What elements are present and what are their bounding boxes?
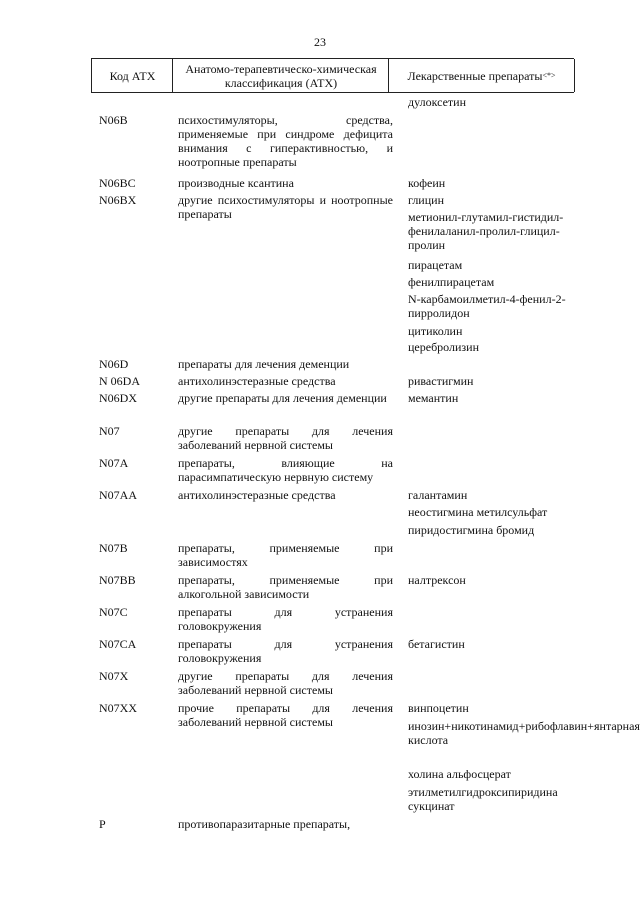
drug-name: инозин+никотинамид+рибофлавин+янтарная кислота: [408, 719, 640, 747]
header-drugs-label: Лекарственные препараты: [407, 68, 543, 83]
header-drugs: [388, 59, 575, 92]
drug-name: фенилпирацетам: [408, 275, 495, 289]
header-atc-classification: Анатомо-терапевтическо-химическая классификация (АТХ): [172, 59, 389, 92]
atc-code: N06BC: [99, 176, 136, 190]
atc-description: другие препараты для лечения заболеваний нервной системы: [178, 669, 393, 697]
atc-code: N06BX: [99, 193, 137, 207]
atc-code: N06B: [99, 113, 128, 127]
drug-name: глицин: [408, 193, 444, 207]
atc-description: производные ксантина: [178, 176, 294, 190]
atc-code: N07BB: [99, 573, 136, 587]
atc-description: препараты, влияющие на парасимпатическую нервную систему: [178, 456, 393, 484]
atc-description: другие препараты для лечения деменции: [178, 391, 387, 405]
atc-description: препараты для устранения головокружения: [178, 637, 393, 665]
atc-description: противопаразитарные препараты,: [178, 817, 351, 831]
drug-name: N-карбамоилметил-4-фенил-2-пирролидон: [408, 292, 566, 320]
page-number: 23: [314, 35, 326, 49]
table-header: [91, 58, 574, 93]
drug-name: неостигмина метилсульфат: [408, 505, 548, 519]
drug-name: пирацетам: [408, 258, 463, 272]
atc-description: антихолинэстеразные средства: [178, 374, 336, 388]
header-atc-code: Код АТХ: [91, 59, 173, 92]
drug-name: бетагистин: [408, 637, 465, 651]
atc-code: P: [99, 817, 106, 831]
drug-name: пиридостигмина бромид: [408, 523, 535, 537]
atc-code: N07C: [99, 605, 128, 619]
atc-code: N 06DA: [99, 374, 140, 388]
drug-name: церебролизин: [408, 340, 480, 354]
atc-description: препараты для лечения деменции: [178, 357, 350, 371]
drug-name: налтрексон: [408, 573, 466, 587]
atc-description: прочие препараты для лечения заболеваний нервной системы: [178, 701, 393, 729]
atc-description: препараты для устранения головокружения: [178, 605, 393, 633]
atc-description: психостимуляторы, средства, применяемые при синдроме дефицита внимания с гиперактивностью, и ноотропные препараты: [178, 113, 393, 169]
atc-description: препараты, применяемые при зависимостях: [178, 541, 393, 569]
atc-description: другие психостимуляторы и ноотропные препараты: [178, 193, 393, 221]
drug-name: метионил-глутамил-гистидил-фенилаланил-пролил-глицил-пролин: [408, 210, 564, 252]
atc-code: N07B: [99, 541, 128, 555]
atc-code: N07XX: [99, 701, 137, 715]
atc-code: N07X: [99, 669, 129, 683]
drug-name: мемантин: [408, 391, 459, 405]
drug-name: ривастигмин: [408, 374, 474, 388]
atc-description: антихолинэстеразные средства: [178, 488, 336, 502]
drug-name: галантамин: [408, 488, 468, 502]
atc-code: N07CA: [99, 637, 137, 651]
drug-name: дулоксетин: [408, 95, 466, 109]
atc-code: N07: [99, 424, 120, 438]
drug-name: этилметилгидроксипиридина сукцинат: [408, 785, 558, 813]
atc-description: другие препараты для лечения заболеваний нервной системы: [178, 424, 393, 452]
atc-description: препараты, применяемые при алкогольной зависимости: [178, 573, 393, 601]
drug-name: цитиколин: [408, 324, 463, 338]
drug-name: холина альфосцерат: [408, 767, 511, 781]
atc-code: N07A: [99, 456, 129, 470]
atc-code: N06DX: [99, 391, 137, 405]
drug-name: винпоцетин: [408, 701, 469, 715]
atc-code: N07AA: [99, 488, 137, 502]
drug-name: кофеин: [408, 176, 446, 190]
header-drugs-footnote-mark: <*>: [542, 70, 556, 80]
atc-code: N06D: [99, 357, 129, 371]
